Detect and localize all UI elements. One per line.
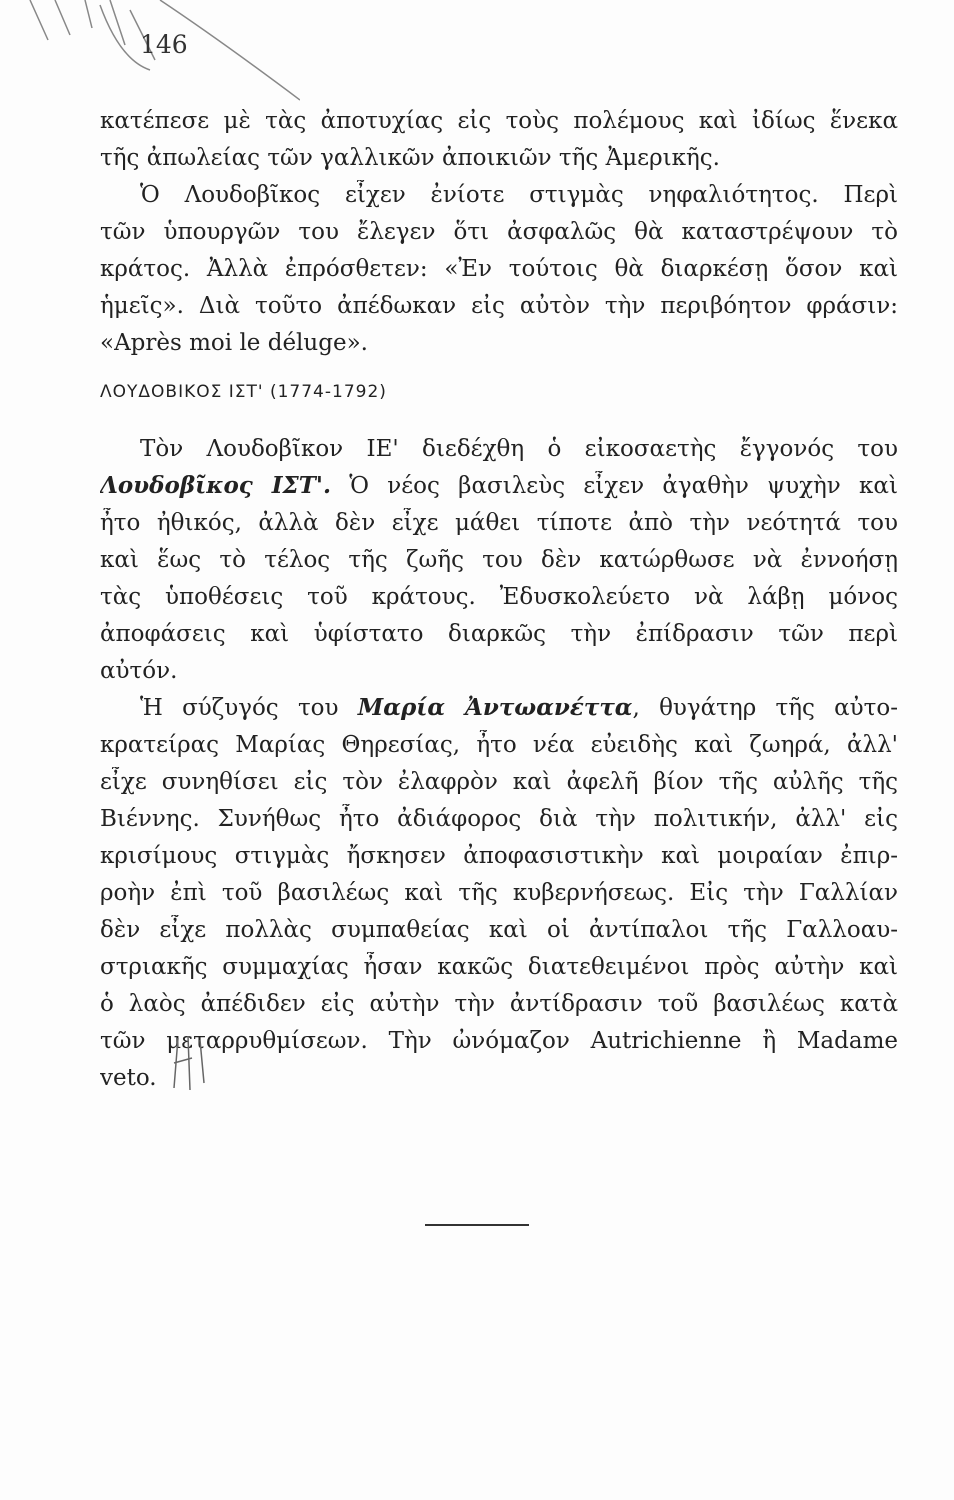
paragraph-2-line-1: Ὁ Λουδοβῖκος εἶχεν ἐνίοτε στιγμὰς νηφαλιότητος. Περὶ <box>140 182 898 208</box>
paragraph-2-line-4: ἡμεῖς». Διὰ τοῦτο ἀπέδωκαν εἰς αὐτὸν τὴν περιβόητον φράσιν: <box>100 293 898 319</box>
paragraph-1-line-2: τῆς ἀπωλείας τῶν γαλλικῶν ἀποικιῶν τῆς Ἀμερικῆς. <box>100 145 720 171</box>
marie-antoinette-name: Μαρία Ἀντωανέττα <box>357 694 633 721</box>
paragraph-3-line-7: αὐτόν. <box>100 658 178 684</box>
paragraph-3-line-2-rest: Ὁ νέος βασιλεὺς εἶχεν ἀγαθὴν ψυχὴν καὶ <box>330 473 898 499</box>
paragraph-4-line-8: στριακῆς συμμαχίας ἦσαν κακῶς διατεθειμένοι πρὸς αὐτὴν καὶ <box>100 954 898 980</box>
paragraph-3-line-1: Τὸν Λουδοβῖκον ΙΕ' διεδέχθη ὁ εἰκοσαετὴς ἔγγονός του <box>140 436 898 462</box>
paragraph-3-line-6: ἀποφάσεις καὶ ὑφίστατο διαρκῶς τὴν ἐπίδρασιν τῶν περὶ <box>100 621 898 647</box>
section-heading: ΛΟΥΔΟΒΙΚΟΣ ΙΣΤ' (1774-1792) <box>100 382 387 402</box>
paragraph-4-line-3: εἶχε συνηθίσει εἰς τὸν ἐλαφρὸν καὶ ἀφελῆ βίον τῆς αὐλῆς τῆς <box>100 769 898 795</box>
page-number: 146 <box>140 30 188 59</box>
paragraph-3-line-4: καὶ ἕως τὸ τέλος τῆς ζωῆς του δὲν κατώρθωσε νὰ ἐννοήσῃ <box>100 547 898 573</box>
paragraph-3-line-5: τὰς ὑποθέσεις τοῦ κράτους. Ἐδυσκολεύετο νὰ λάβῃ μόνος <box>100 584 898 610</box>
paragraph-4-line-2: κρατείρας Μαρίας Θηρεσίας, ἦτο νέα εὐειδὴς καὶ ζωηρά, ἀλλ' <box>100 732 898 758</box>
paragraph-4-line-1-pre: Ἡ σύζυγός του <box>140 695 358 721</box>
paragraph-2-line-3: κράτος. Ἀλλὰ ἐπρόσθετεν: «Ἐν τούτοις θὰ διαρκέσῃ ὅσον καὶ <box>100 256 898 282</box>
paragraph-1-line-1: κατέπεσε μὲ τὰς ἀποτυχίας εἰς τοὺς πολέμους καὶ ἰδίως ἕνεκα <box>100 108 898 134</box>
paragraph-2-line-5: «Après moi le déluge». <box>100 330 368 356</box>
paragraph-2-line-2: τῶν ὑπουργῶν του ἔλεγεν ὅτι ἀσφαλῶς θὰ καταστρέψουν τὸ <box>100 219 898 245</box>
paragraph-4-line-7: δὲν εἶχε πολλὰς συμπαθείας καὶ οἱ ἀντίπαλοι τῆς Γαλλοαυ- <box>100 917 898 943</box>
paragraph-4-line-1 <box>140 693 898 723</box>
paragraph-4-line-5: κρισίμους στιγμὰς ἤσκησεν ἀποφασιστικὴν καὶ μοιραίαν ἐπιρ- <box>100 843 898 869</box>
paragraph-4-line-11: veto. <box>100 1065 157 1091</box>
paragraph-3-line-2 <box>100 471 898 501</box>
paragraph-4-line-4: Βιέννης. Συνήθως ἦτο ἀδιάφορος διὰ τὴν πολιτικήν, ἀλλ' εἰς <box>100 806 898 832</box>
paragraph-3-line-3: ἦτο ἠθικός, ἀλλὰ δὲν εἶχε μάθει τίποτε ἀπὸ τὴν νεότητά του <box>100 510 898 536</box>
paragraph-4-line-10: τῶν μεταρρυθμίσεων. Τὴν ὠνόμαζον Autrichienne ἢ Madame <box>100 1028 898 1054</box>
paragraph-4-line-1-rest: , θυγάτηρ τῆς αὐτο- <box>632 695 898 721</box>
louis-xvi-name: Λουδοβῖκος ΙΣΤ'. <box>100 472 331 499</box>
end-rule <box>425 1224 529 1226</box>
paragraph-4-line-6: ροὴν ἐπὶ τοῦ βασιλέως καὶ τῆς κυβερνήσεως. Εἰς τὴν Γαλλίαν <box>100 880 898 906</box>
paragraph-4-line-9: ὁ λαὸς ἀπέδιδεν εἰς αὐτὴν τὴν ἀντίδρασιν τοῦ βασιλέως κατὰ <box>100 991 898 1017</box>
